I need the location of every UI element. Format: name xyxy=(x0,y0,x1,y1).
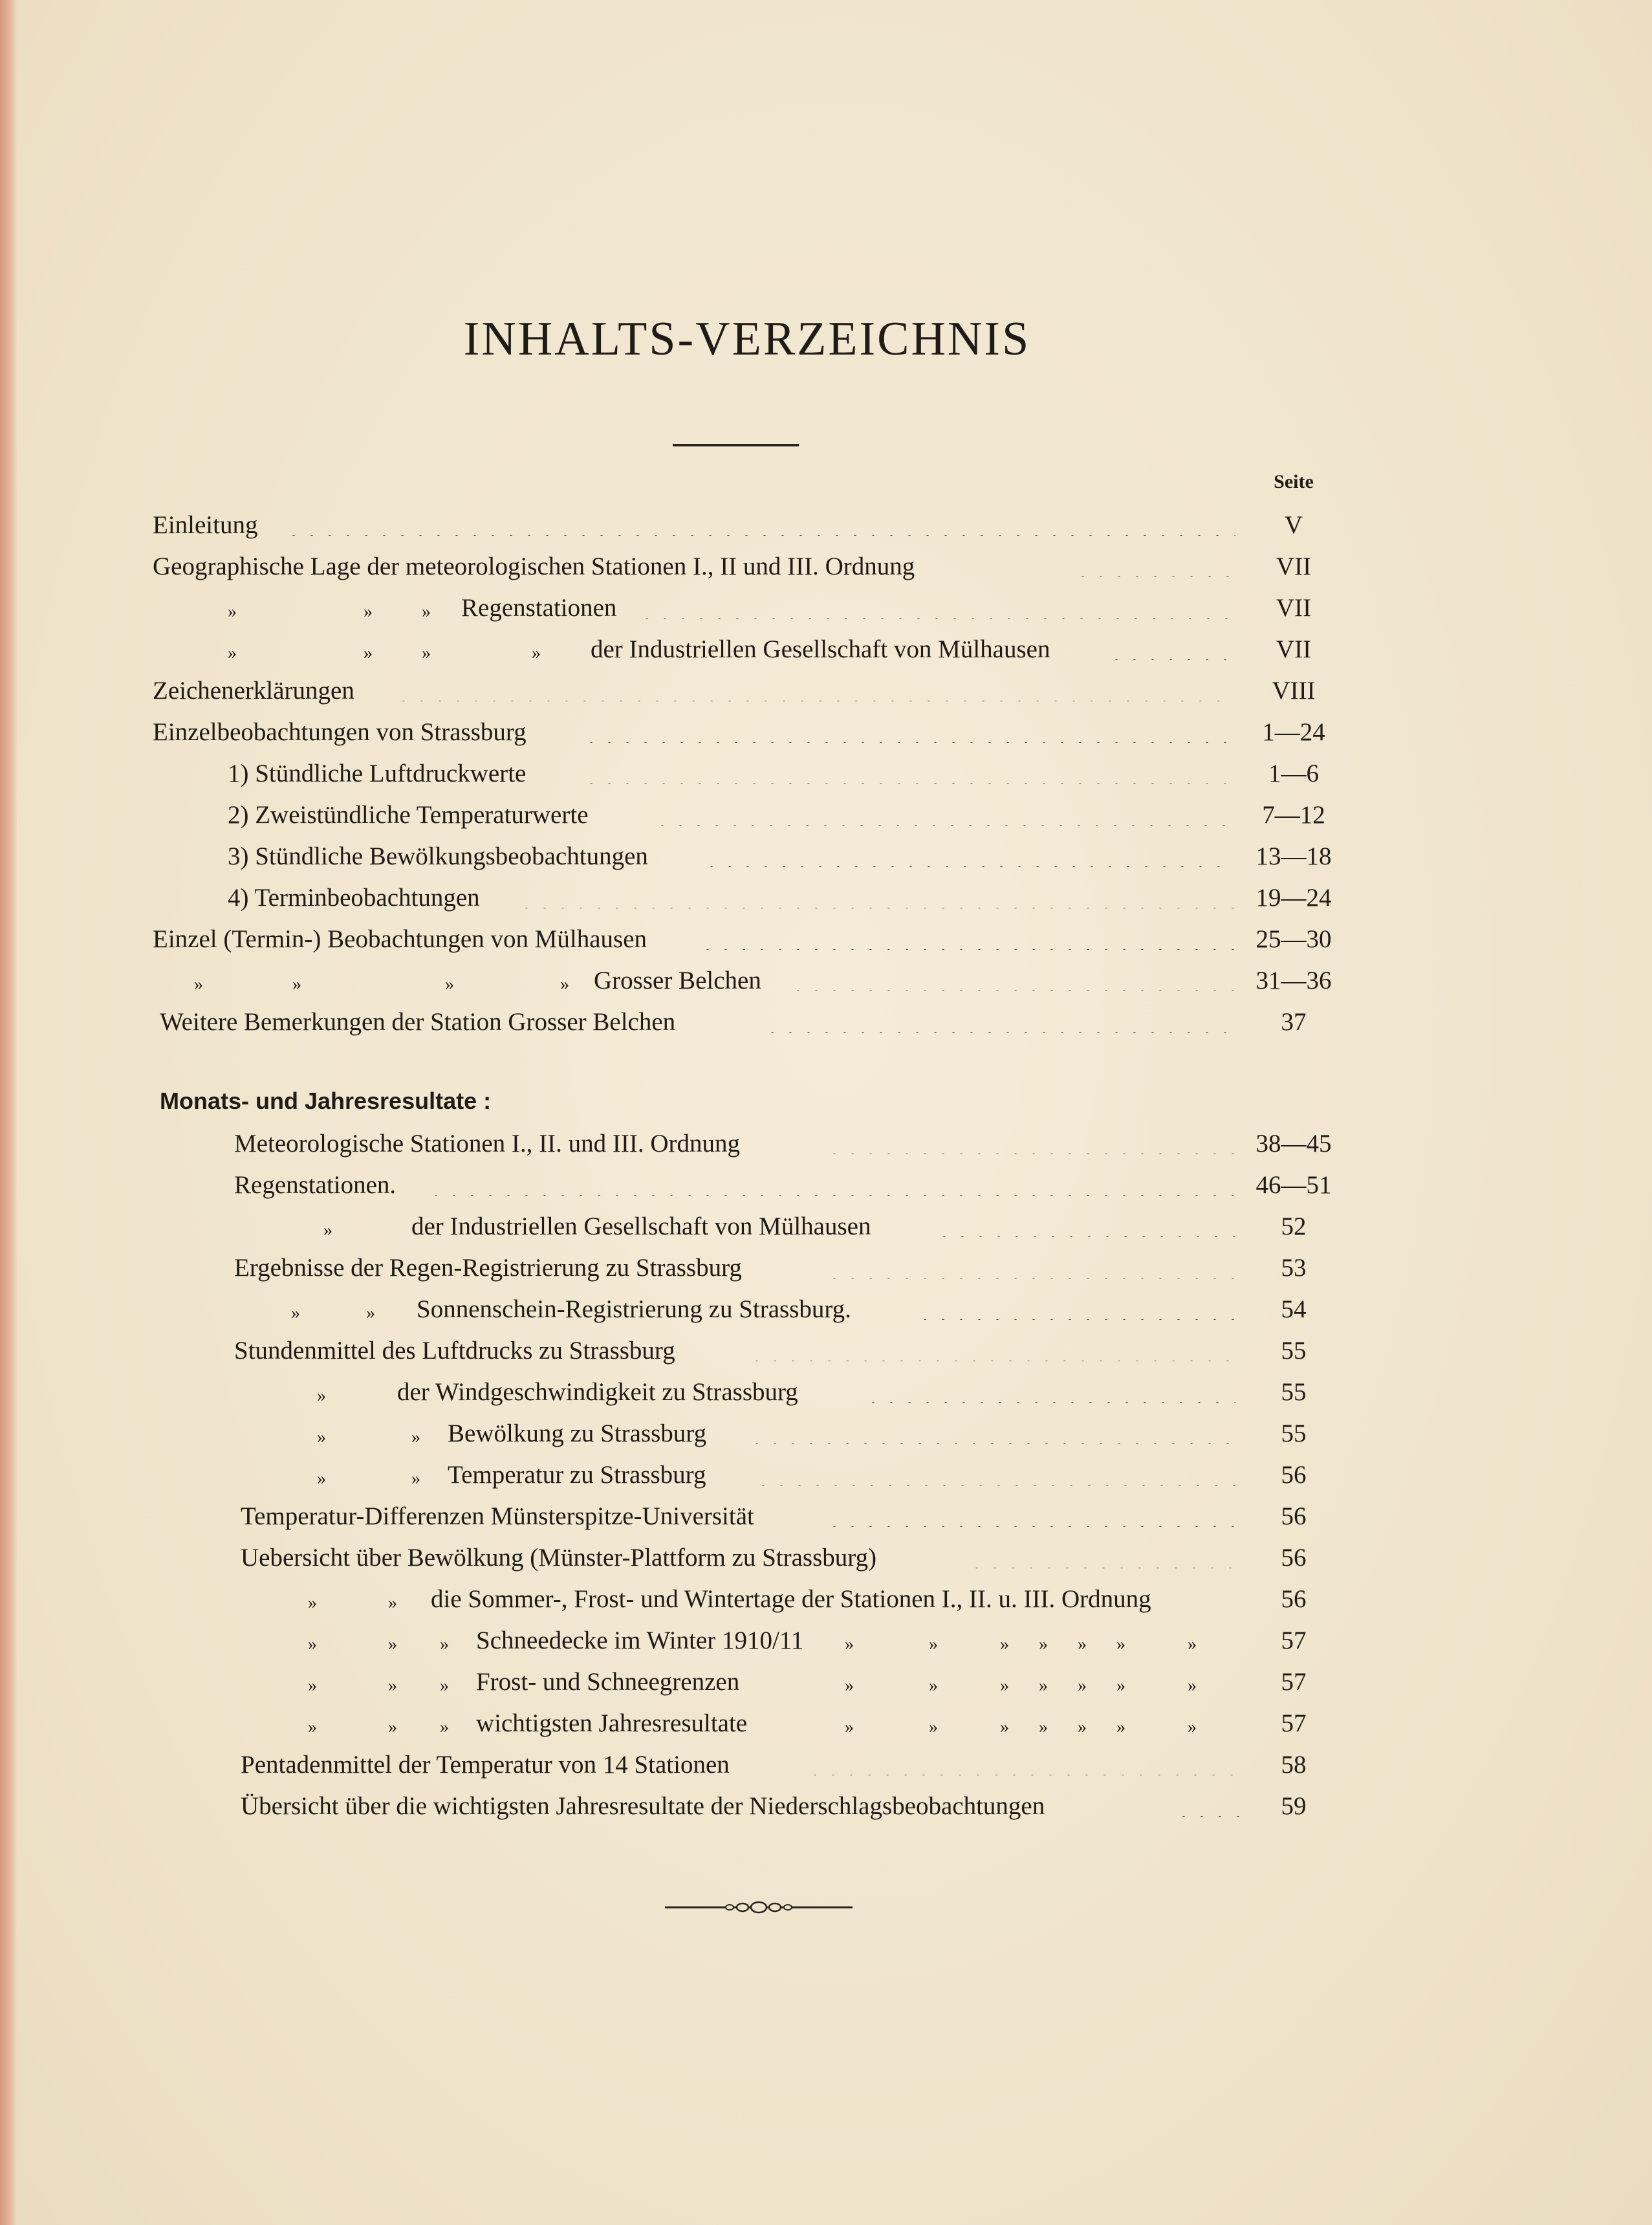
dot-leader xyxy=(699,924,1235,950)
toc-entry-page: 55 xyxy=(1281,1378,1307,1406)
ditto-mark: » xyxy=(317,1386,326,1406)
ditto-mark: » xyxy=(845,1717,854,1737)
ditto-mark: » xyxy=(291,1303,300,1323)
toc-entry-page: 38—45 xyxy=(1255,1130,1332,1157)
dot-leader xyxy=(754,1460,1235,1485)
toc-entry xyxy=(0,1332,1652,1370)
dot-leader xyxy=(968,1542,1235,1568)
toc-entry-page: 19—24 xyxy=(1255,884,1332,912)
ditto-mark: » xyxy=(440,1717,449,1737)
dot-leader xyxy=(638,593,1235,619)
page-column-heading: Seite xyxy=(1274,471,1314,492)
toc-entry-page: 53 xyxy=(1281,1254,1307,1282)
toc-entry-label: Einleitung xyxy=(153,511,258,539)
ditto-mark: » xyxy=(440,1676,449,1696)
ditto-mark: » xyxy=(364,602,373,622)
toc-entry-label: Zeichenerklärungen xyxy=(153,677,354,705)
toc-entry-page: 55 xyxy=(1281,1337,1307,1365)
ditto-mark: » xyxy=(388,1593,397,1613)
toc-entry-page: 13—18 xyxy=(1255,842,1332,870)
ditto-mark: » xyxy=(929,1717,938,1737)
ditto-mark: » xyxy=(1078,1676,1087,1696)
ditto-mark: » xyxy=(440,1634,449,1654)
ditto-mark: » xyxy=(929,1634,938,1654)
ditto-mark: » xyxy=(388,1634,397,1654)
toc-entry-page: 37 xyxy=(1281,1008,1307,1036)
toc-entry-label: 1) Stündliche Luftdruckwerte xyxy=(228,760,527,787)
toc-entry xyxy=(0,1787,1652,1826)
dot-leader xyxy=(582,758,1229,784)
ditto-mark: » xyxy=(388,1717,397,1737)
ditto-mark: » xyxy=(366,1303,375,1323)
dot-leader xyxy=(702,841,1235,867)
ditto-mark: » xyxy=(1039,1634,1048,1654)
dot-leader xyxy=(825,1501,1235,1527)
toc-entry xyxy=(0,879,1652,917)
toc-entry xyxy=(0,837,1652,876)
dot-leader xyxy=(825,1253,1235,1278)
toc-entry-page: 1—6 xyxy=(1268,760,1319,787)
ditto-mark: » xyxy=(228,602,237,622)
ditto-mark: » xyxy=(422,602,431,622)
ditto-mark: » xyxy=(1116,1717,1125,1737)
dot-leader xyxy=(935,1211,1235,1237)
dot-leader xyxy=(1107,634,1235,660)
ditto-mark: » xyxy=(317,1427,326,1447)
toc-entry-label: der Industriellen Gesellschaft von Mülhausen xyxy=(411,1212,871,1240)
toc-entry xyxy=(0,713,1652,752)
toc-entry-label: Temperatur zu Strassburg xyxy=(448,1461,706,1489)
dot-leader xyxy=(653,800,1229,826)
toc-entry xyxy=(0,961,1652,1000)
dot-leader xyxy=(582,717,1235,743)
toc-entry-page: 54 xyxy=(1281,1295,1307,1323)
toc-entry-page: V xyxy=(1284,511,1303,539)
toc-entry xyxy=(0,1456,1652,1495)
toc-entry xyxy=(0,1704,1652,1743)
toc-entry-page: 25—30 xyxy=(1255,925,1332,953)
toc-entry xyxy=(0,1621,1652,1660)
toc-entry-label: Einzelbeobachtungen von Strassburg xyxy=(153,718,527,746)
toc-entry xyxy=(0,796,1652,835)
toc-entry-label: Ergebnisse der Regen-Registrierung zu Strassburg xyxy=(234,1254,742,1282)
toc-entry-label: Frost- und Schneegrenzen xyxy=(476,1668,740,1696)
toc-entry xyxy=(0,1539,1652,1577)
toc-entry-page: 56 xyxy=(1281,1502,1307,1530)
toc-entry-label: Pentadenmittel der Temperatur von 14 Stationen xyxy=(241,1751,730,1779)
toc-entry-page: 57 xyxy=(1281,1709,1307,1737)
ditto-mark: » xyxy=(1000,1717,1009,1737)
dot-leader xyxy=(395,675,1235,701)
toc-entry-page: 1—24 xyxy=(1262,718,1325,746)
dot-leader xyxy=(864,1377,1235,1403)
dot-leader xyxy=(1175,1791,1248,1817)
dot-leader xyxy=(517,882,1235,908)
section-heading: Monats- und Jahresresultate : xyxy=(160,1088,492,1114)
toc-entry xyxy=(0,1290,1652,1329)
toc-entry-page: 59 xyxy=(1281,1792,1307,1820)
ditto-mark: » xyxy=(1039,1676,1048,1696)
toc-entry-label: 4) Terminbeobachtungen xyxy=(228,884,480,912)
toc-entry xyxy=(0,589,1652,628)
dot-leader xyxy=(763,1007,1229,1033)
ditto-mark: » xyxy=(317,1469,326,1489)
ditto-mark: » xyxy=(845,1676,854,1696)
toc-entry xyxy=(0,630,1652,669)
closing-ornament xyxy=(665,1894,853,1920)
toc-entry-page: VII xyxy=(1276,594,1312,622)
toc-entry-page: VIII xyxy=(1272,677,1316,705)
toc-entry-label: Stundenmittel des Luftdrucks zu Strassburg xyxy=(234,1337,675,1365)
ditto-mark: » xyxy=(323,1220,332,1240)
toc-entry-label: der Windgeschwindigkeit zu Strassburg xyxy=(397,1378,798,1406)
toc-entry-label: wichtigsten Jahresresultate xyxy=(476,1709,748,1737)
ditto-mark: » xyxy=(1039,1717,1048,1737)
dot-leader xyxy=(748,1335,1235,1361)
ditto-mark: » xyxy=(308,1634,317,1654)
toc-entry-page: 56 xyxy=(1281,1544,1307,1572)
ditto-mark: » xyxy=(308,1593,317,1613)
toc-entry-label: Sonnenschein-Registrierung zu Strassburg. xyxy=(417,1295,851,1323)
ditto-mark: » xyxy=(532,643,541,663)
dot-leader xyxy=(427,1170,1235,1196)
toc-entry-label: Bewölkung zu Strassburg xyxy=(448,1419,707,1447)
toc-entry-page: 56 xyxy=(1281,1585,1307,1613)
toc-entry-label: Regenstationen xyxy=(461,594,617,622)
toc-entry xyxy=(0,1746,1652,1784)
ditto-mark: » xyxy=(560,974,569,994)
ditto-mark: » xyxy=(1116,1634,1125,1654)
dot-leader xyxy=(1074,551,1235,577)
ditto-mark: » xyxy=(929,1676,938,1696)
toc-entry xyxy=(0,920,1652,959)
ditto-mark: » xyxy=(1188,1717,1197,1737)
toc-entry-label: 3) Stündliche Bewölkungsbeobachtungen xyxy=(228,842,648,870)
ditto-mark: » xyxy=(364,643,373,663)
toc-entry xyxy=(0,547,1652,586)
toc-entry xyxy=(0,1497,1652,1536)
toc-entry-page: 52 xyxy=(1281,1212,1307,1240)
toc-entry-page: 46—51 xyxy=(1255,1171,1332,1199)
toc-entry-page: 57 xyxy=(1281,1668,1307,1696)
ditto-mark: » xyxy=(1078,1634,1087,1654)
ditto-mark: » xyxy=(845,1634,854,1654)
dot-leader xyxy=(825,1128,1235,1154)
toc-entry-page: 57 xyxy=(1281,1627,1307,1654)
page-title: INHALTS-VERZEICHNIS xyxy=(463,312,1031,366)
toc-entry-label: Meteorologische Stationen I., II. und III. Ordnung xyxy=(234,1130,740,1157)
ditto-mark: » xyxy=(308,1717,317,1737)
ditto-mark: » xyxy=(1078,1717,1087,1737)
toc-entry-label: der Industriellen Gesellschaft von Mülhausen xyxy=(591,635,1050,663)
dot-leader xyxy=(806,1749,1248,1775)
toc-entry-page: VII xyxy=(1276,553,1312,580)
ditto-mark: » xyxy=(1000,1634,1009,1654)
ditto-mark: » xyxy=(1000,1676,1009,1696)
dot-leader xyxy=(916,1294,1235,1320)
ditto-mark: » xyxy=(1188,1634,1197,1654)
toc-entry-page: 56 xyxy=(1281,1461,1307,1489)
title-rule xyxy=(673,444,799,446)
toc-entry xyxy=(0,1003,1652,1042)
ditto-mark: » xyxy=(411,1427,420,1447)
ditto-mark: » xyxy=(308,1676,317,1696)
toc-entry xyxy=(0,1663,1652,1702)
toc-entry xyxy=(0,1414,1652,1453)
ditto-mark: » xyxy=(1116,1676,1125,1696)
toc-entry-label: Grosser Belchen xyxy=(594,967,761,994)
toc-entry-label: Schneedecke im Winter 1910/11 xyxy=(476,1627,804,1654)
toc-entry-label: Geographische Lage der meteorologischen Stationen I., II und III. Ordnung xyxy=(153,553,915,580)
toc-entry-label: Uebersicht über Bewölkung (Münster-Plattform zu Strassburg) xyxy=(241,1544,877,1572)
toc-entry xyxy=(0,506,1652,545)
toc-entry xyxy=(0,1373,1652,1412)
toc-entry-label: Regenstationen. xyxy=(234,1171,397,1199)
dot-leader xyxy=(789,965,1235,991)
toc-entry-label: Einzel (Termin-) Beobachtungen von Mülhausen xyxy=(153,925,647,953)
toc-entry-page: VII xyxy=(1276,635,1312,663)
toc-entry xyxy=(0,672,1652,710)
toc-entry xyxy=(0,1580,1652,1619)
toc-entry xyxy=(0,1207,1652,1246)
ditto-mark: » xyxy=(445,974,454,994)
toc-entry-page: 58 xyxy=(1281,1751,1307,1779)
toc-entry-label: 2) Zweistündliche Temperaturwerte xyxy=(228,801,589,829)
toc-entry-page: 55 xyxy=(1281,1419,1307,1447)
dot-leader xyxy=(285,510,1235,536)
toc-entry-label: Übersicht über die wichtigsten Jahresresultate der Niederschlagsbeobachtungen xyxy=(241,1792,1045,1820)
ditto-mark: » xyxy=(422,643,431,663)
dot-leader xyxy=(748,1418,1235,1444)
toc-entry-page: 31—36 xyxy=(1255,967,1332,994)
toc-entry xyxy=(0,754,1652,793)
ditto-mark: » xyxy=(228,643,237,663)
ditto-mark: » xyxy=(388,1676,397,1696)
toc-entry-page: 7—12 xyxy=(1262,801,1325,829)
ditto-mark: » xyxy=(1188,1676,1197,1696)
toc-entry-label: Temperatur-Differenzen Münsterspitze-Universität xyxy=(241,1502,754,1530)
ditto-mark: » xyxy=(292,974,301,994)
ditto-mark: » xyxy=(194,974,203,994)
toc-entry xyxy=(0,1249,1652,1288)
toc-entry xyxy=(0,1124,1652,1163)
toc-entry-label: Weitere Bemerkungen der Station Grosser Belchen xyxy=(160,1008,676,1036)
ditto-mark: » xyxy=(411,1469,420,1489)
toc-entry xyxy=(0,1166,1652,1205)
toc-entry-label: die Sommer-, Frost- und Wintertage der Stationen I., II. u. III. Ordnung xyxy=(431,1585,1151,1613)
